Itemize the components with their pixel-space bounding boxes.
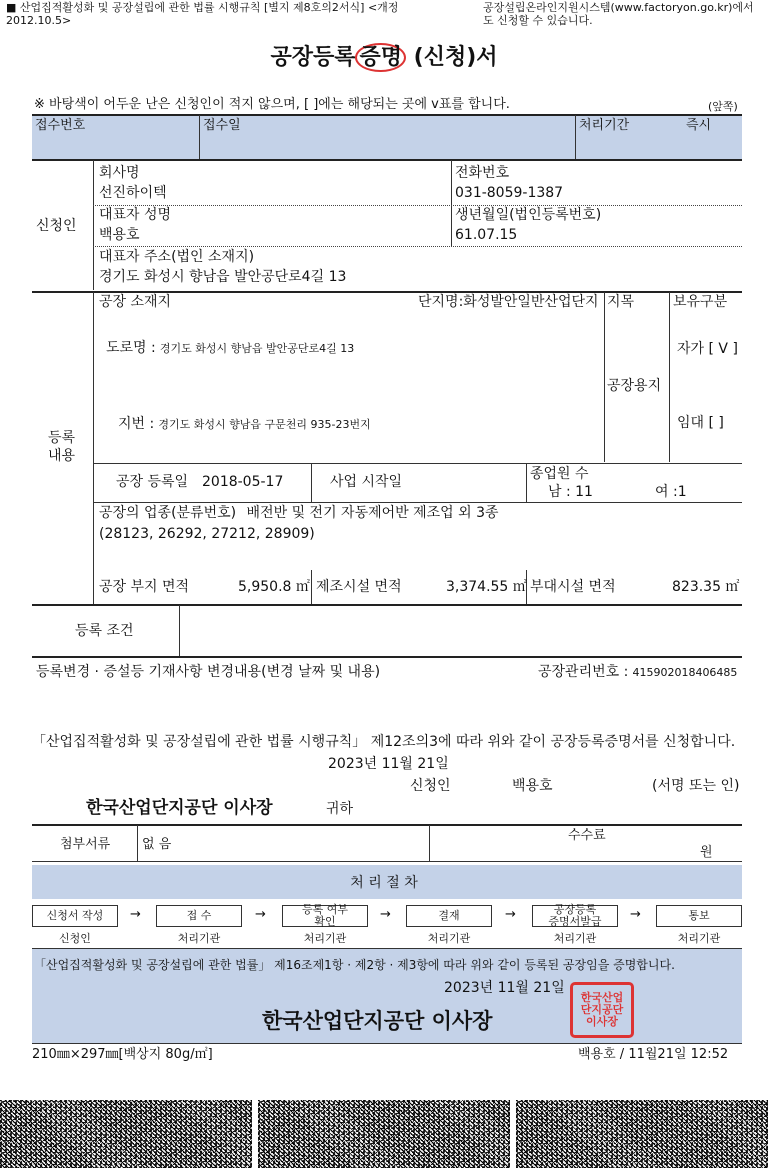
actor-4: 처리기관 xyxy=(427,932,471,945)
declaration-applicant-name: 백용호 xyxy=(512,778,553,794)
title-left: 공장등록 xyxy=(270,45,356,70)
attachments-label: 첨부서류 xyxy=(60,837,111,852)
official-seal: 한국산업단지공단이사장 xyxy=(570,982,634,1038)
representative-label: 대표자 성명 xyxy=(99,207,172,223)
registration-label-line1: 등록 xyxy=(48,430,76,446)
receipt-date-label: 접수일 xyxy=(203,118,241,133)
company-label: 회사명 xyxy=(99,165,140,181)
employees-label: 종업원 수 xyxy=(530,466,589,482)
road-label: 도로명 : xyxy=(106,340,156,356)
barcode-left xyxy=(0,1100,252,1168)
arrow-1: → xyxy=(130,907,141,922)
receipt-number-label: 접수번호 xyxy=(35,118,86,133)
phone-label: 전화번호 xyxy=(455,165,510,181)
changes-label: 등록변경 · 증설등 기재사항 변경내용(변경 날짜 및 내용) xyxy=(36,664,381,680)
aux-area-label: 부대시설 면적 xyxy=(530,579,616,595)
site-area-value: 5,950.8 ㎡ xyxy=(238,579,310,595)
industry-codes: (28123, 26292, 27212, 28909) xyxy=(99,526,315,542)
land-type-label: 지목 xyxy=(607,294,635,310)
land-type-value: 공장용지 xyxy=(607,378,662,394)
birth-value: 61.07.15 xyxy=(455,227,518,243)
industry-value: 배전반 및 전기 자동제어반 제조업 외 3종 xyxy=(246,505,499,521)
industry-label: 공장의 업종(분류번호) xyxy=(99,505,237,521)
attachments-value: 없 음 xyxy=(142,837,172,852)
conditions-label: 등록 조건 xyxy=(75,623,134,639)
company-value: 선진하이텍 xyxy=(99,185,167,201)
title-right: (신청)서 xyxy=(413,45,498,70)
registration-date-value: 2018-05-17 xyxy=(202,474,284,490)
receipt-row xyxy=(32,115,742,159)
industry-row xyxy=(99,505,499,523)
phone-value: 031-8059-1387 xyxy=(455,185,564,201)
actor-3: 처리기관 xyxy=(303,932,347,945)
applicant-section-label: 신청인 xyxy=(36,218,77,234)
step-approval: 결재 xyxy=(406,905,492,927)
processing-period-value: 즉시 xyxy=(686,118,712,133)
paper-spec: 210㎜×297㎜[백상지 80g/㎡] xyxy=(32,1047,213,1062)
employees-female: 여 :1 xyxy=(655,484,687,500)
representative-value: 백용호 xyxy=(99,227,140,243)
management-number xyxy=(538,664,737,682)
step-issuance: 공장등록 증명서발급 xyxy=(532,905,618,927)
actor-1: 신청인 xyxy=(59,932,91,945)
declaration-applicant-label: 신청인 xyxy=(410,778,451,794)
issuer-name: 한국산업단지공단 이사장 xyxy=(262,1009,493,1033)
address-label: 대표자 주소(법인 소재지) xyxy=(99,249,255,265)
employees-male: 남 : 11 xyxy=(548,484,593,500)
procedure-title: 처 리 절 차 xyxy=(350,875,418,891)
ownership-owned: 자가 [ V ] xyxy=(677,341,738,357)
step-review: 등록 여부 확인 xyxy=(282,905,368,927)
arrow-5: → xyxy=(630,907,641,922)
barcode-middle xyxy=(258,1100,510,1168)
barcode-right xyxy=(516,1100,768,1168)
ownership-label: 보유구분 xyxy=(673,294,728,310)
fee-unit: 원 xyxy=(700,845,713,860)
issue-stamp: 백용호 / 11월21일 12:52 xyxy=(578,1047,729,1062)
declaration-text: 「산업집적활성화 및 공장설립에 관한 법률 시행규칙」 제12조의3에 따라 위와 같이 공장등록증명서를 신청합니다. xyxy=(32,734,736,750)
certification-date: 2023년 11월 21일 xyxy=(444,980,565,996)
actor-6: 처리기관 xyxy=(677,932,721,945)
site-area-label: 공장 부지 면적 xyxy=(99,579,190,595)
arrow-2: → xyxy=(255,907,266,922)
form-reference: ■ 산업집적활성화 및 공장설립에 관한 법률 시행규칙 [별지 제8호의2서식] <개정 2012.10.5> xyxy=(6,1,399,27)
step-notice: 통보 xyxy=(656,905,742,927)
page-title xyxy=(0,44,768,72)
road-address xyxy=(106,340,354,358)
address-value: 경기도 화성시 향남읍 발안공단로4길 13 xyxy=(99,269,347,285)
step-receipt: 접 수 xyxy=(156,905,242,927)
processing-period-label: 처리기간 xyxy=(579,118,630,133)
road-value: 경기도 화성시 향남읍 발안공단로4길 13 xyxy=(159,342,355,355)
arrow-3: → xyxy=(380,907,391,922)
fee-label: 수수료 xyxy=(568,828,606,843)
management-value: 415902018406485 xyxy=(632,666,738,679)
title-circled: 증명 xyxy=(355,43,406,72)
business-start-label: 사업 시작일 xyxy=(330,474,403,490)
complex-name: 단지명:화성발안일반산업단지 xyxy=(418,294,599,310)
birth-label: 생년월일(법인등록번호) xyxy=(455,207,602,223)
actor-5: 처리기관 xyxy=(553,932,597,945)
certification-text: 「산업집적활성화 및 공장설립에 관한 법률」 제16조제1항 · 제2항 · 제3항에 따라 위와 같이 등록된 공장임을 증명합니다. xyxy=(34,958,675,972)
registration-label-line2: 내용 xyxy=(48,447,76,464)
lot-value: 경기도 화성시 향남읍 구문천리 935-23번지 xyxy=(158,418,371,431)
instruction: ※ 바탕색이 어두운 난은 신청인이 적지 않으며, [ ]에는 해당되는 곳에 v표를 합니다. xyxy=(34,97,510,112)
declaration-date: 2023년 11월 21일 xyxy=(328,756,449,772)
management-label: 공장관리번호 : xyxy=(538,664,629,680)
page-side: (앞쪽) xyxy=(708,100,738,113)
mfg-area-value: 3,374.55 ㎡ xyxy=(446,579,527,595)
recipient-honorific: 귀하 xyxy=(326,801,354,817)
arrow-4: → xyxy=(505,907,516,922)
mfg-area-label: 제조시설 면적 xyxy=(316,579,402,595)
online-note: 공장설립온라인지원시스템(www.factoryon.go.kr)에서도 신청할 수 있습니다. xyxy=(483,1,754,27)
lot-label: 지번 : xyxy=(118,416,155,432)
step-application: 신청서 작성 xyxy=(32,905,118,927)
registration-date-label: 공장 등록일 xyxy=(116,474,189,490)
factory-location-label: 공장 소재지 xyxy=(99,294,172,310)
recipient: 한국산업단지공단 이사장 xyxy=(86,798,273,818)
aux-area-value: 823.35 ㎡ xyxy=(672,579,740,595)
lot-address xyxy=(118,416,371,434)
registration-section-label xyxy=(48,430,75,465)
actor-2: 처리기관 xyxy=(177,932,221,945)
ownership-leased: 임대 [ ] xyxy=(677,415,724,431)
signature-placeholder: (서명 또는 인) xyxy=(652,778,740,794)
